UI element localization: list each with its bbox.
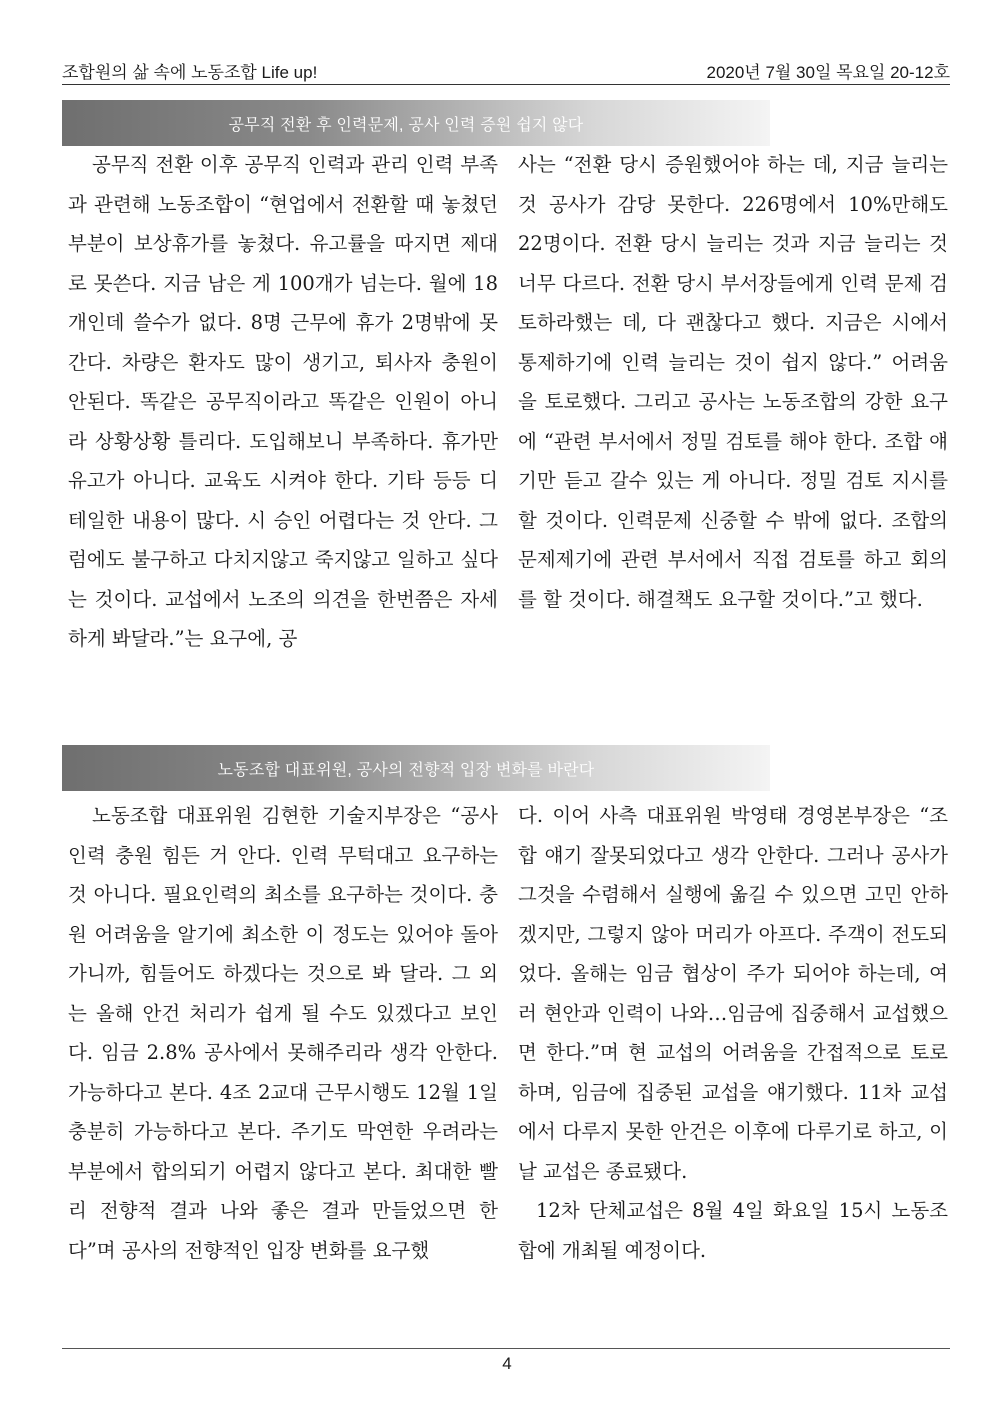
issue-date: 2020년 7월 30일 목요일 20-12호 bbox=[706, 63, 950, 82]
page-header bbox=[0, 0, 1000, 80]
section2-paragraph-1: 노동조합 대표위원 김현한 기술지부장은 “공사 인력 충원 힘든 거 안다. 인력 무턱대고 요구하는 것 아니다. 필요인력의 최소를 요구하는 것이다. 충원 어려움을 알기에 최소한 이 정도는 있어야 돌아가니까, 힘들어도 하겠다는 것으로 봐 달라. 그 외는 올해 안건 처리가 쉽게 될 수도 있겠다고 보인다. 임금 2.8% 공사에서 못해주리라 생각 안한다. 가능하다고 본다. 4조 2교대 근무시행도 12월 1일 충분히 가능하다고 본다. 주기도 막연한 우려라는 부분에서 합의되기 어렵지 않다고 본다. 최대한 빨리 전향적 결과 나와 좋은 결과 만들었으면 한다”며 공사의 전향적인 입장 변화를 요구했 bbox=[68, 804, 498, 1262]
section2-column-right bbox=[518, 796, 948, 1270]
page-number: 4 bbox=[502, 1354, 512, 1373]
section2-paragraph-3: 12차 단체교섭은 8월 4일 화요일 15시 노동조합에 개최될 예정이다. bbox=[518, 1199, 948, 1262]
section1-paragraph-2: 사는 “전환 당시 증원했어야 하는 데, 지금 늘리는 것 공사가 감당 못한다. 226명에서 10%만해도 22명이다. 전환 당시 늘리는 것과 지금 늘리는 것 너무 다르다. 전환 당시 부서장들에게 인력 문제 검토하라했는 데, 다 괜찮다고 했다. 지금은 시에서 통제하기에 인력 늘리는 것이 쉽지 않다.” 어려움을 토로했다. 그리고 공사는 노동조합의 강한 요구에 “관련 부서에서 정밀 검토를 해야 한다. 조합 얘기만 듣고 갈수 있는 게 아니다. 정밀 검토 지시를 할 것이다. 인력문제 신중할 수 밖에 없다. 조합의 문제제기에 관련 부서에서 직접 검토를 하고 회의를 할 것이다. 해결책도 요구할 것이다.”고 했다. bbox=[518, 153, 948, 611]
header-divider bbox=[62, 84, 950, 85]
section2-title-banner bbox=[62, 745, 770, 791]
section2-paragraph-2: 다. 이어 사측 대표위원 박영태 경영본부장은 “조합 얘기 잘못되었다고 생각 안한다. 그러나 공사가 그것을 수렴해서 실행에 옮길 수 있으면 고민 안하겠지만, 그렇지 않아 머리가 아프다. 주객이 전도되었다. 올해는 임금 협상이 주가 되어야 하는데, 여러 현안과 인력이 나와…임금에 집중해서 교섭했으면 한다.”며 현 교섭의 어려움을 간접적으로 토로하며, 임금에 집중된 교섭을 얘기했다. 11차 교섭에서 다루지 못한 안건은 이후에 다루기로 하고, 이날 교섭은 종료됐다. bbox=[518, 804, 948, 1183]
section2-title: 노동조합 대표위원, 공사의 전향적 입장 변화를 바란다 bbox=[217, 761, 595, 779]
newsletter-slogan: 조합원의 삶 속에 노동조합 Life up! bbox=[62, 63, 318, 82]
section2-column-left bbox=[68, 796, 498, 1270]
section1-column-left bbox=[68, 145, 498, 659]
section1-title: 공무직 전환 후 인력문제, 공사 인력 증원 쉽지 않다 bbox=[228, 116, 584, 134]
section1-paragraph-1: 공무직 전환 이후 공무직 인력과 관리 인력 부족과 관련해 노동조합이 “현업에서 전환할 때 놓쳤던 부분이 보상휴가를 놓쳤다. 유고률을 따지면 제대로 못쓴다. 지금 남은 게 100개가 넘는다. 월에 18개인데 쓸수가 없다. 8명 근무에 휴가 2명밖에 못간다. 차량은 환자도 많이 생기고, 퇴사자 충원이 안된다. 똑같은 공무직이라고 똑같은 인원이 아니라 상황상황 틀리다. 도입해보니 부족하다. 휴가만 유고가 아니다. 교육도 시켜야 한다. 기타 등등 디테일한 내용이 많다. 시 승인 어렵다는 것 안다. 그럼에도 불구하고 다치지않고 죽지않고 일하고 싶다는 것이다. 교섭에서 노조의 의견을 한번쯤은 자세하게 봐달라.”는 요구에, 공 bbox=[68, 153, 498, 650]
section1-title-banner bbox=[62, 100, 770, 146]
footer-divider bbox=[62, 1348, 950, 1349]
section1-column-right bbox=[518, 145, 948, 619]
